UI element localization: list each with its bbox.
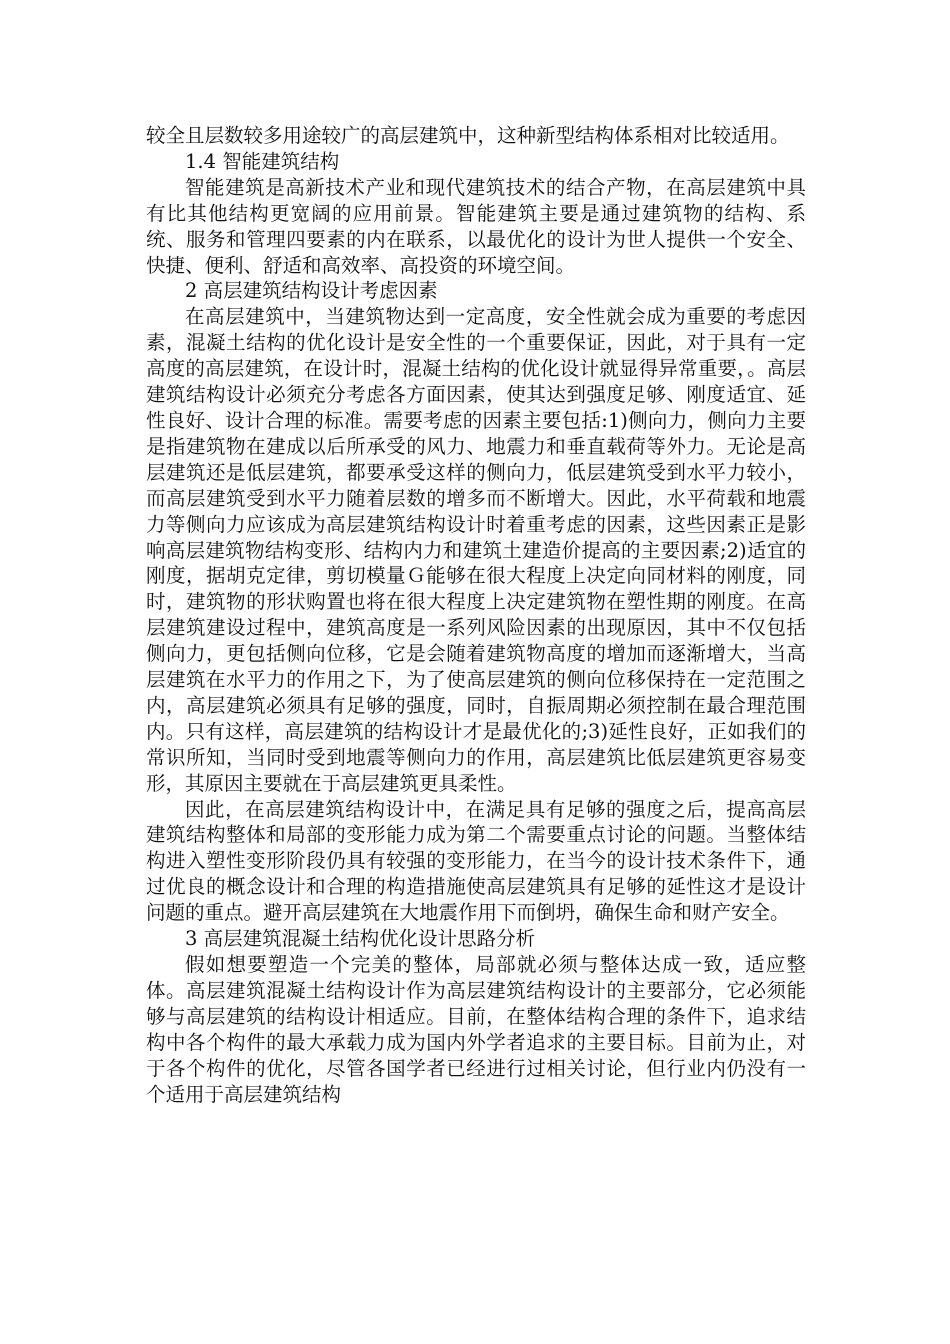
section-heading-3: 3 高层建筑混凝土结构优化设计思路分析 [185,927,536,951]
section-heading-2: 2 高层建筑结构设计考虑因素 [185,279,438,303]
paragraph-2-a: 在高层建筑中，当建筑物达到一定高度，安全性就会成为重要的考虑因素，混凝土结构的优化设计是安全性的一个重要保证，因此，对于具有一定高度的高层建筑，在设计时，混凝土结构的优化设计就显得异常重要，。高层建筑结构设计必须充分考虑各方面因素，使其达到强度足够、刚度适宜、延性良好、设计合理的标准。需要考虑的因素主要包括:1)侧向力，侧向力主要是指建筑物在建成以后所承受的风力、地震力和垂直载荷等外力。无论是高层建筑还是低层建筑，都要承受这样的侧向力，低层建筑受到水平力较小，而高层建筑受到水平力随着层数的增多而不断增大。因此，水平荷载和地震力等侧向力应该成为高层建筑结构设计时着重考虑的因素，这些因素正是影响高层建筑物结构变形、结构内力和建筑土建造价提高的主要因素;2)适宜的刚度，据胡克定律，剪切模量Ｇ能够在很大程度上决定向同材料的刚度，同时，建筑物的形状购置也将在很大程度上决定建筑物在塑性期的刚度。在高层建筑建设过程中，建筑高度是一系列风险因素的出现原因，其中不仅包括侧向力，更包括侧向位移，它是会随着建筑物高度的增加而逐渐增大，当高层建筑在水平力的作用之下，为了使高层建筑的侧向位移保持在一定范围之内，高层建筑必须具有足够的强度，同时，自振周期必须控制在最合理范围内。只有这样，高层建筑的结构设计才是最优化的;3)延性良好，正如我们的常识所知，当同时受到地震等侧向力的作用，高层建筑比低层建筑更容易变形，其原因主要就在于高层建筑更具柔性。 [146,305,806,795]
paragraph-1-4: 智能建筑是高新技术产业和现代建筑技术的结合产物，在高层建筑中具有比其他结构更宽阔的应用前景。智能建筑主要是通过建筑物的结构、系统、服务和管理四要素的内在联系，以最优化的设计为世人提供一个安全、快捷、便利、舒适和高效率、高投资的环境空间。 [146,175,806,277]
body-text [146,123,806,1107]
section-heading-1-4: 1.4 智能建筑结构 [185,149,340,173]
paragraph-continued: 较全且层数较多用途较广的高层建筑中，这种新型结构体系相对比较适用。 [146,124,790,147]
paragraph-3: 假如想要塑造一个完美的整体，局部就必须与整体达成一致，适应整体。高层建筑混凝土结构设计作为高层建筑结构设计的主要部分，它必须能够与高层建筑的结构设计相适应。目前，在整体结构合理的条件下，追求结构中各个构件的最大承载力成为国内外学者追求的主要目标。目前为止，对于各个构件的优化，尽管各国学者已经进行过相关讨论，但行业内仍没有一个适用于高层建筑结构 [146,953,806,1106]
paragraph-2-b: 因此，在高层建筑结构设计中，在满足具有足够的强度之后，提高高层建筑结构整体和局部的变形能力成为第二个需要重点讨论的问题。当整体结构进入塑性变形阶段仍具有较强的变形能力，在当今的设计技术条件下，通过优良的概念设计和合理的构造措施使高层建筑具有足够的延性这才是设计问题的重点。避开高层建筑在大地震作用下而倒坍，确保生命和财产安全。 [146,797,806,925]
